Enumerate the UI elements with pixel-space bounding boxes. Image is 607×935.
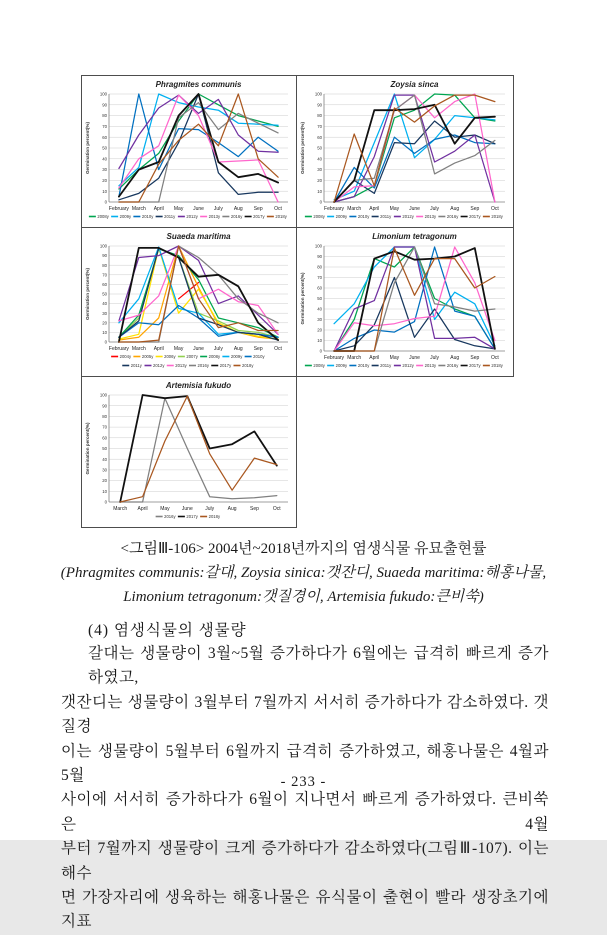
y-tick-label: 60	[317, 134, 322, 140]
legend-label-2006y: 2006y	[164, 354, 176, 359]
legend-label-2009y: 2009y	[230, 354, 243, 359]
y-tick-label: 0	[104, 499, 107, 505]
x-tick-label: May	[160, 506, 170, 512]
x-tick-label: February	[324, 355, 345, 361]
chart-zoysia-sinca	[296, 75, 514, 228]
series-line-2016y	[334, 95, 495, 202]
x-tick-label: Oct	[274, 206, 282, 212]
legend-label-2018y: 2018y	[275, 214, 287, 219]
y-tick-label: 90	[102, 253, 107, 259]
x-tick-label: June	[409, 206, 420, 212]
y-tick-label: 20	[317, 327, 322, 333]
legend-label-2017y: 2017y	[186, 514, 198, 519]
x-tick-label: June	[181, 506, 193, 512]
legend-label-2016y: 2016y	[164, 514, 176, 519]
x-tick-label: Aug	[233, 206, 243, 212]
section-heading: (4) 염생식물의 생물량	[88, 622, 247, 639]
series-line-2017y	[119, 248, 278, 342]
body-line: 사이에 서서히 증가하다가 6월이 지나면서 빠르게 증가하였다. 큰비쑥은 4월	[61, 791, 549, 833]
x-tick-label: Sep	[253, 206, 263, 212]
y-tick-label: 100	[99, 91, 107, 97]
y-tick-label: 80	[102, 113, 107, 119]
chart-canvas	[82, 377, 296, 527]
body-line: 갯잔디는 생물량이 3월부터 7월까지 서서히 증가하다가 감소하였다. 갯질경	[61, 693, 549, 736]
x-tick-label: Sep	[253, 346, 263, 352]
series-line-2018y	[120, 396, 277, 502]
y-tick-label: 30	[102, 167, 107, 173]
y-tick-label: 10	[102, 330, 107, 335]
y-tick-label: 20	[102, 178, 107, 183]
legend-label-2012y: 2012y	[186, 214, 198, 219]
x-tick-label: Aug	[227, 506, 237, 512]
x-tick-label: March	[347, 355, 362, 361]
y-tick-label: 100	[99, 243, 107, 249]
legend-label-2009y: 2009y	[335, 363, 348, 368]
y-tick-label: 90	[317, 102, 322, 108]
x-tick-label: April	[137, 506, 148, 512]
x-tick-label: July	[205, 506, 215, 512]
legend-label-2011y: 2011y	[164, 214, 176, 219]
chart-limonium-tetragonum	[296, 227, 514, 377]
x-tick-label: February	[108, 346, 129, 352]
legend-label-2018y: 2018y	[242, 363, 254, 368]
legend-label-2013y: 2013y	[208, 214, 221, 219]
y-tick-label: 40	[102, 156, 107, 162]
legend-label-2016y: 2016y	[446, 363, 459, 368]
y-tick-label: 50	[102, 446, 107, 452]
y-tick-label: 20	[102, 320, 107, 326]
y-tick-label: 60	[317, 285, 322, 291]
x-tick-label: June	[409, 355, 420, 361]
y-tick-label: 40	[102, 456, 107, 462]
legend-label-2012y: 2012y	[402, 363, 414, 368]
legend-label-2017y: 2017y	[219, 363, 232, 368]
legend-label-2010y: 2010y	[253, 354, 265, 359]
chart-canvas	[82, 228, 296, 376]
x-tick-label: May	[389, 355, 400, 361]
y-tick-label: 60	[102, 282, 107, 287]
y-tick-label: 90	[317, 254, 322, 260]
legend-label-2016y: 2016y	[230, 214, 243, 219]
x-tick-label: March	[347, 206, 362, 212]
legend-label-2010y: 2010y	[357, 363, 370, 368]
x-tick-label: May	[389, 206, 400, 212]
x-tick-label: July	[213, 206, 223, 212]
legend-label-2008y: 2008y	[97, 214, 109, 219]
chart-title: Zoysia sinca	[390, 80, 439, 89]
legend-label-2018y: 2018y	[491, 214, 503, 219]
legend-label-2018y: 2018y	[491, 363, 503, 368]
legend-label-2011y: 2011y	[380, 214, 392, 219]
chart-artemisia-fukudo	[81, 376, 297, 528]
y-tick-label: 70	[317, 124, 322, 129]
series-line-2018y	[334, 95, 495, 202]
legend-label-2008y: 2008y	[313, 214, 325, 219]
legend-label-2016y: 2016y	[197, 363, 209, 368]
x-tick-label: Oct	[491, 206, 499, 212]
x-tick-label: Aug	[233, 346, 243, 352]
figure-caption-title: <그림Ⅲ-106> 2004년~2018년까지의 염생식물 유묘출현률	[120, 541, 487, 557]
body-line: 면 가장자리에 생육하는 해홍나물은 유식물이 출현이 빨라 생장초기에 지표	[61, 889, 549, 931]
y-tick-label: 70	[102, 272, 107, 278]
y-tick-label: 100	[314, 91, 322, 97]
y-tick-label: 50	[317, 296, 322, 302]
legend-label-2004y: 2004y	[119, 354, 132, 359]
x-tick-label: Oct	[272, 506, 281, 512]
x-tick-label: Aug	[450, 206, 460, 212]
chart-title: Suaeda maritima	[166, 232, 231, 241]
legend-label-2012y: 2012y	[153, 363, 165, 368]
chart-canvas	[297, 76, 513, 227]
x-tick-label: July	[430, 206, 440, 212]
x-tick-label: April	[369, 355, 380, 361]
body-line: 부터 7월까지 생물량이 크게 증가하다가 감소하였다(그림Ⅲ-107). 이는 해수	[61, 840, 549, 882]
y-tick-label: 20	[317, 178, 322, 183]
y-tick-label: 60	[102, 435, 107, 441]
legend-label-2009y: 2009y	[119, 214, 132, 219]
legend-label-2013y: 2013y	[424, 214, 437, 219]
x-tick-label: May	[173, 206, 184, 212]
x-tick-label: July	[213, 346, 223, 352]
x-tick-label: March	[131, 206, 146, 212]
x-tick-label: June	[193, 346, 204, 352]
chart-canvas	[82, 76, 296, 227]
x-tick-label: May	[173, 346, 184, 352]
x-tick-label: April	[153, 206, 164, 212]
y-tick-label: 50	[102, 291, 107, 297]
y-tick-label: 30	[317, 167, 322, 173]
series-line-2012y	[334, 95, 495, 202]
body-line: 갈대는 생물량이 3월~5월 증가하다가 6월에는 급격히 빠르게 증가하였고,	[88, 645, 549, 687]
legend-label-2018y: 2018y	[208, 514, 221, 519]
legend-label-2008y: 2008y	[313, 363, 325, 368]
y-tick-label: 30	[317, 317, 322, 323]
y-tick-label: 90	[102, 403, 107, 409]
y-tick-label: 80	[102, 414, 107, 419]
y-axis-label: Germination percent(%)	[85, 267, 90, 321]
legend-label-2013y: 2013y	[175, 363, 187, 368]
y-tick-label: 80	[317, 113, 322, 119]
y-tick-label: 40	[317, 156, 322, 162]
series-line-2016y	[120, 398, 277, 502]
x-tick-label: June	[193, 206, 204, 212]
x-tick-label: March	[113, 506, 128, 512]
y-tick-label: 10	[102, 188, 107, 194]
legend-label-2008y: 2008y	[208, 354, 221, 359]
legend-label-2012y: 2012y	[402, 214, 414, 219]
figure-chart-grid	[81, 75, 514, 529]
y-tick-label: 10	[317, 188, 322, 194]
figure-caption	[0, 537, 607, 609]
page-number: - 233 -	[280, 774, 327, 790]
chart-title: Artemisia fukudo	[165, 381, 232, 390]
x-tick-label: Sep	[249, 506, 259, 512]
y-tick-label: 0	[319, 199, 322, 205]
y-tick-label: 50	[317, 145, 322, 151]
y-tick-label: 40	[102, 301, 107, 307]
legend-label-2011y: 2011y	[130, 363, 142, 368]
y-tick-label: 80	[102, 262, 107, 268]
legend-label-2011y: 2011y	[380, 363, 392, 368]
legend-label-2016y: 2016y	[446, 214, 459, 219]
y-tick-label: 10	[102, 488, 107, 494]
y-tick-label: 100	[314, 243, 322, 249]
x-tick-label: July	[430, 355, 440, 361]
y-tick-label: 100	[99, 392, 107, 398]
y-axis-label: Germination percent(%)	[85, 422, 90, 475]
x-tick-label: Sep	[470, 355, 480, 361]
series-line-2012y	[119, 95, 278, 168]
y-axis-label: Germination percent(%)	[85, 121, 90, 175]
y-tick-label: 30	[102, 467, 107, 473]
legend-label-2017y: 2017y	[253, 214, 265, 219]
legend-label-2009y: 2009y	[335, 214, 348, 219]
y-tick-label: 60	[102, 134, 107, 140]
series-line-2008y	[119, 249, 278, 337]
y-axis-label: Germination percent(%)	[300, 121, 305, 175]
y-tick-label: 30	[102, 310, 107, 316]
x-tick-label: Oct	[274, 346, 282, 352]
legend-label-2013y: 2013y	[424, 363, 437, 368]
y-tick-label: 10	[317, 338, 322, 344]
chart-title: Limonium tetragonum	[372, 232, 457, 241]
y-axis-label: Germination percent(%)	[300, 272, 305, 325]
legend-label-2007y: 2007y	[186, 354, 198, 359]
y-tick-label: 90	[102, 102, 107, 108]
y-tick-label: 20	[102, 478, 107, 484]
x-tick-label: Aug	[450, 355, 460, 361]
figure-caption-species-line2: Limonium tetragonum:갯질경이, Artemisia fukudo:큰비쑥)	[123, 589, 484, 605]
y-tick-label: 70	[102, 124, 107, 129]
x-tick-label: Sep	[470, 206, 480, 212]
y-tick-label: 70	[102, 424, 107, 430]
chart-title: Phragmites communis	[155, 80, 242, 89]
body-line: 이는 생물량이 5월부터 6월까지 급격히 증가하였고, 해홍나물은 4월과 5월	[61, 742, 549, 785]
y-tick-label: 0	[104, 339, 107, 345]
chart-suaeda-maritima	[81, 227, 297, 377]
legend-label-2017y: 2017y	[469, 214, 481, 219]
y-tick-label: 0	[319, 348, 322, 354]
y-tick-label: 40	[317, 306, 322, 312]
x-tick-label: Oct	[491, 355, 499, 361]
legend-label-2017y: 2017y	[469, 363, 481, 368]
y-tick-label: 70	[317, 275, 322, 281]
legend-label-2010y: 2010y	[357, 214, 370, 219]
figure-caption-species-line1: (Phragmites communis:갈대, Zoysia sinica:갯잔디, Suaeda maritima:해홍나물,	[60, 565, 547, 581]
x-tick-label: February	[324, 206, 345, 212]
y-tick-label: 80	[317, 264, 322, 270]
chart-canvas	[297, 228, 513, 376]
x-tick-label: April	[153, 346, 164, 352]
x-tick-label: February	[108, 206, 129, 212]
legend-label-2010y: 2010y	[141, 214, 154, 219]
x-tick-label: April	[369, 206, 380, 212]
legend-label-2005y: 2005y	[141, 354, 154, 359]
y-tick-label: 0	[104, 199, 107, 205]
chart-phragmites-communis	[81, 75, 297, 228]
x-tick-label: March	[131, 346, 146, 352]
y-tick-label: 50	[102, 145, 107, 151]
